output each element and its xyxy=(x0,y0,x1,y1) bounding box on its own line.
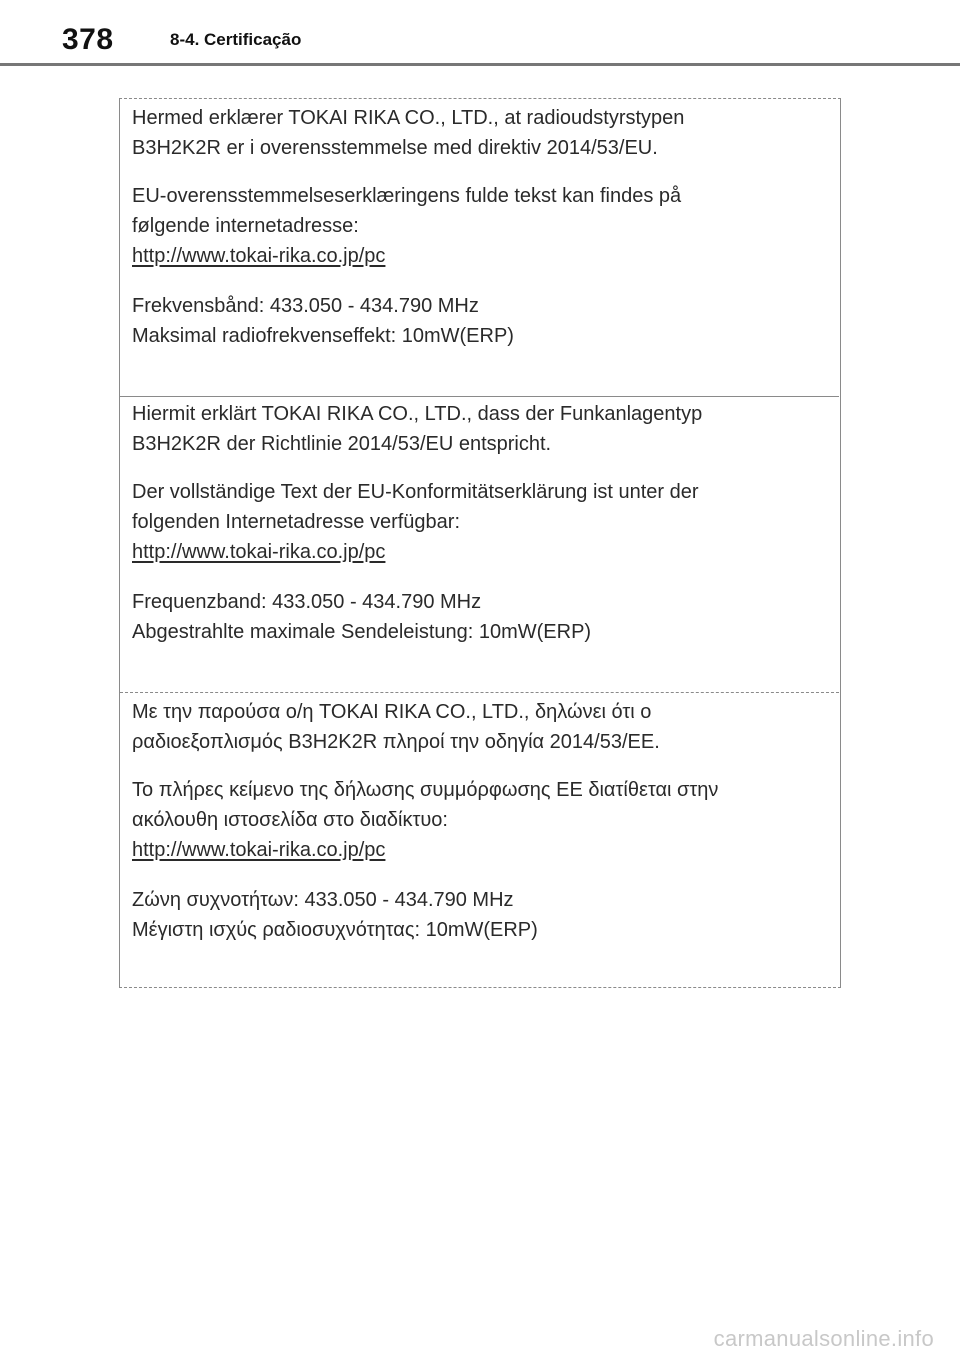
statement-line-1: Hiermit erklärt TOKAI RIKA CO., LTD., dass der Funkanlagentyp xyxy=(132,403,703,425)
max-power: Abgestrahlte maximale Sendeleistung: 10mW(ERP) xyxy=(132,621,592,643)
max-power: Μέγιστη ισχύς ραδιοσυχνότητας: 10mW(ERP) xyxy=(132,919,538,941)
page-number: 378 xyxy=(62,23,114,56)
frequency-band: Frekvensbånd: 433.050 - 434.790 MHz xyxy=(132,295,479,317)
declaration-danish xyxy=(120,99,839,396)
fulltext-line-2: folgenden Internetadresse verfügbar: xyxy=(132,511,460,533)
fulltext-line-2: følgende internetadresse: xyxy=(132,215,359,237)
statement-line-1: Με την παρούσα ο/η TOKAI RIKA CO., LTD., δηλώνει ότι ο xyxy=(132,701,652,723)
fulltext-line-1: EU-overensstemmelseserklæringens fulde tekst kan findes på xyxy=(132,185,682,207)
declaration-greek xyxy=(120,692,839,987)
declaration-box xyxy=(119,98,841,988)
frequency-band: Ζώνη συχνοτήτων: 433.050 - 434.790 MHz xyxy=(132,889,514,911)
site-watermark: carmanualsonline.info xyxy=(713,1326,934,1351)
frequency-band: Frequenzband: 433.050 - 434.790 MHz xyxy=(132,591,482,613)
declaration-url-link[interactable]: http://www.tokai-rika.co.jp/pc xyxy=(132,245,386,267)
fulltext-line-1: Το πλήρες κείμενο της δήλωσης συμμόρφωσης ΕΕ διατίθεται στην xyxy=(132,779,719,801)
fulltext-line-2: ακόλουθη ιστοσελίδα στο διαδίκτυο: xyxy=(132,809,448,831)
fulltext-line-1: Der vollständige Text der EU-Konformitätserklärung ist unter der xyxy=(132,481,699,503)
statement-line-2: B3H2K2R er i overensstemmelse med direktiv 2014/53/EU. xyxy=(132,137,658,159)
header-divider xyxy=(0,63,960,66)
section-title: 8-4. Certificação xyxy=(170,30,302,49)
statement-line-2: B3H2K2R der Richtlinie 2014/53/EU entspricht. xyxy=(132,433,552,455)
statement-line-1: Hermed erklærer TOKAI RIKA CO., LTD., at radioudstyrstypen xyxy=(132,107,685,129)
declaration-url-link[interactable]: http://www.tokai-rika.co.jp/pc xyxy=(132,541,386,563)
max-power: Maksimal radiofrekvenseffekt: 10mW(ERP) xyxy=(132,325,514,347)
declaration-german xyxy=(120,396,839,692)
statement-line-2: ραδιοεξοπλισμός B3H2K2R πληροί την οδηγία 2014/53/ΕΕ. xyxy=(132,731,660,753)
page-header xyxy=(0,0,960,66)
declaration-url-link[interactable]: http://www.tokai-rika.co.jp/pc xyxy=(132,839,386,861)
